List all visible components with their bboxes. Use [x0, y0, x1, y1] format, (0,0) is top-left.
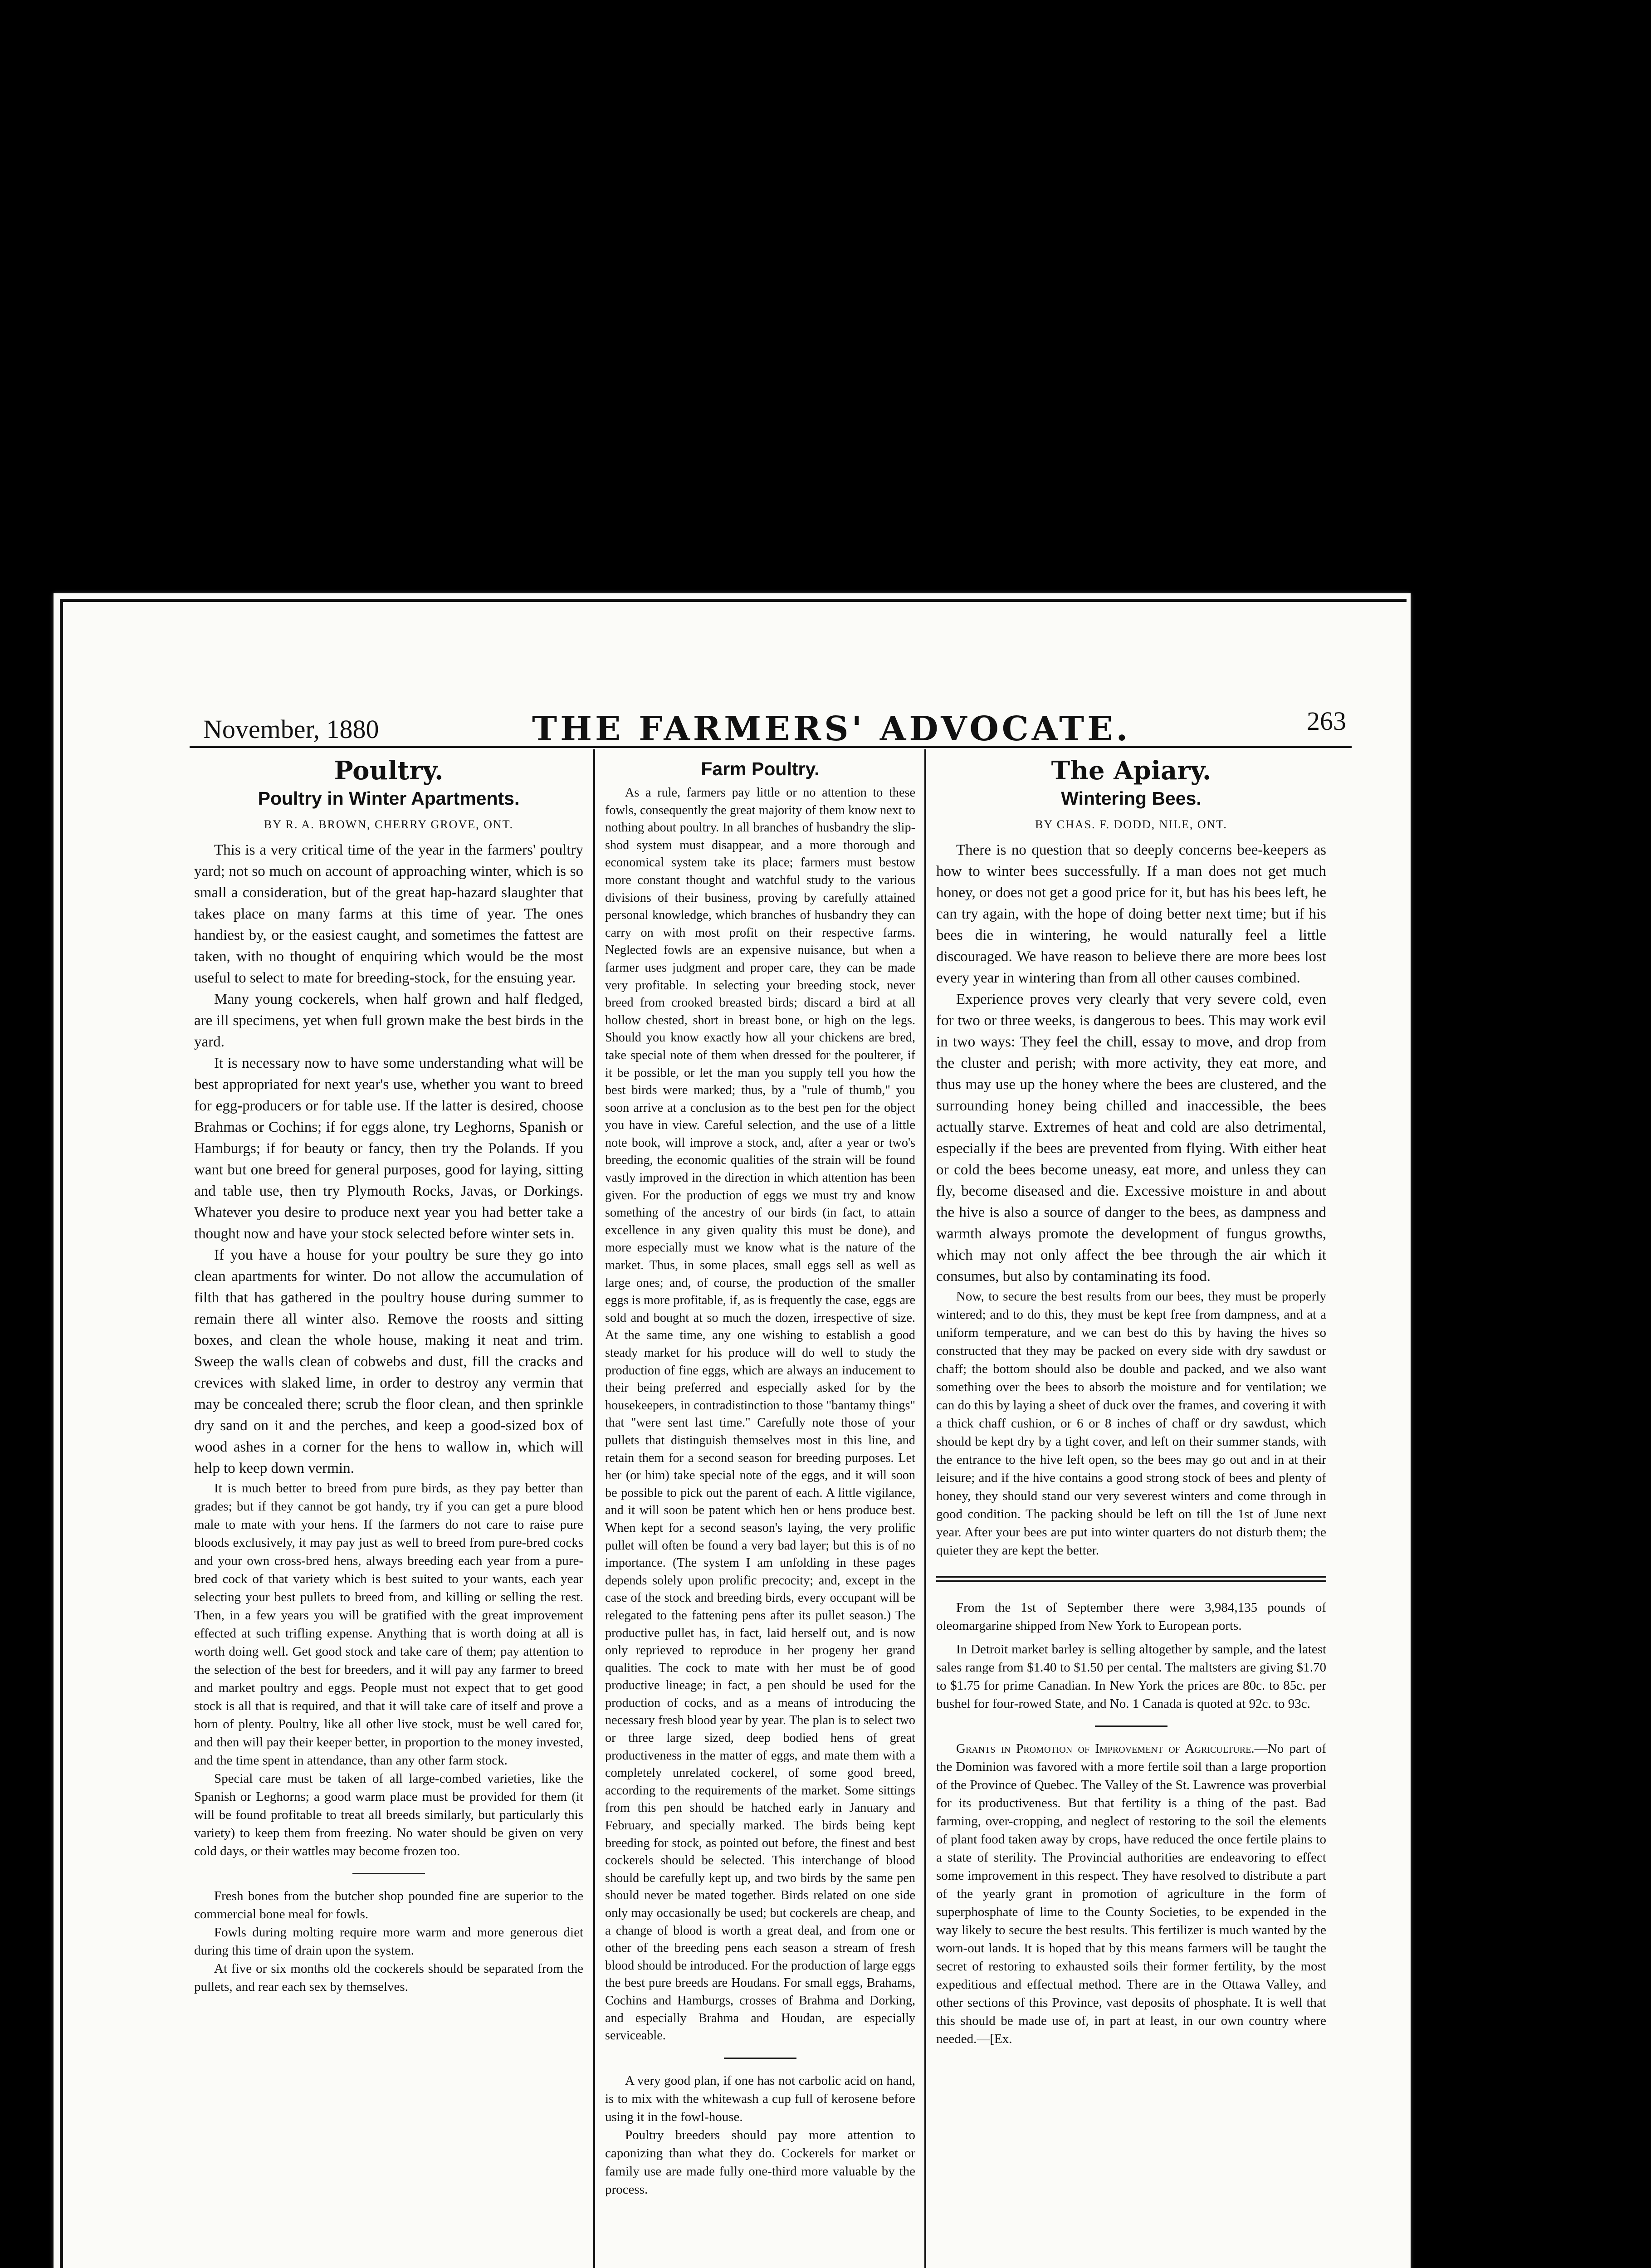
news-item: From the 1st of September there were 3,984,135 pounds of oleomargarine shipped from New York to European ports.	[936, 1600, 1326, 1633]
news-item: In Detroit market barley is selling altogether by sample, and the latest sales range from $1.40 to $1.50 per cental. The maltsters are giving $1.70 to $1.75 for prime Canadian. In New York the prices are 80c. to 85c. per bushel for four-rowed State, and No. 1 Canada is quoted at 92c. to 93c.	[936, 1642, 1326, 1711]
column-poultry	[194, 757, 583, 1996]
note: A very good plan, if one has not carbolic acid on hand, is to mix with the whitewash a cup full of kerosene before using it in the fowl-house.	[605, 2073, 915, 2124]
paragraph: Many young cockerels, when half grown and half fledged, are ill specimens, yet when full grown make the best birds in the yard.	[194, 991, 583, 1050]
note: Fresh bones from the butcher shop pounded fine are superior to the commercial bone meal for fowls.	[194, 1889, 583, 1921]
note: Poultry breeders should pay more attention to caponizing than what they do. Cockerels for market or family use are made fully one-third more valuable by the process.	[605, 2127, 915, 2197]
grants-text: —No part of the Dominion was favored with a more fertile soil than a large proportion of the Province of Quebec. The Valley of the St. Lawrence was proverbial for its productiveness. But that fertility is a thing of the past. Bad farming, over-cropping, and neglect of restoring to the soil the elements of plant food taken away by crops, have reduced the once fertile plains to a state of sterility. The Provincial authorities are endeavoring to effect some improvement in this respect. They have resolved to distribute a part of the yearly grant in promotion of agriculture in the form of superphosphate of lime to the County Societies, to be expended in the way likely to secure the best results. This fertilizer is much wanted by the worn-out lands. It is hoped that by this means farmers will be taught the secret of restoring to exhausted soils their former fertility, by the most expeditious and effectual method. There are in the Ottawa Valley, and other sections of this Province, vast deposits of phosphate. It is well that this should be made use of, in part at least, in our own country where needed.—[Ex.	[936, 1741, 1327, 2046]
paragraph: There is no question that so deeply concerns bee-keepers as how to winter bees successfully. If a man does not get much honey, or does not get a good price for it, but has his bees left, he can try again, with the hope of doing better next time; but if his bees die in wintering, he would naturally feel a little discouraged. We have reason to believe there are more bees lost every year in wintering than from all other causes combined.	[936, 842, 1326, 986]
masthead: THE FARMERS' ADVOCATE.	[532, 709, 1131, 748]
section-rule	[1095, 1725, 1167, 1727]
section-rule	[352, 1873, 425, 1874]
column-apiary	[936, 757, 1326, 2048]
paragraph: Special care must be taken of all large-combed varieties, like the Spanish or Leghorns; a good warm place must be provided for them (it will be found profitable to treat all breeds similarly, but particularly this variety) to keep them from freezing. No water should be given on very cold days, or their wattles may become frozen too.	[194, 1771, 583, 1858]
header-rule	[190, 746, 1352, 748]
issue-date: November, 1880	[203, 714, 379, 744]
note: Fowls during molting require more warm and more generous diet during this time of drain upon the system.	[194, 1925, 583, 1958]
article-headline: Poultry in Winter Apartments.	[258, 788, 520, 809]
paragraph: Experience proves very clearly that very severe cold, even for two or three weeks, is dangerous to bees. This may work evil in two ways: They feel the chill, essay to move, and drop from the cluster and perish; with more activity, they eat more, and thus may use up the honey where the bees are clustered, and the surrounding honey being chilled and inaccessible, the bees actually starve. Extremes of heat and cold are also detrimental, especially if the bees are prevented from flying. With either heat or cold the bees become uneasy, eat more, and unless they can fly, become diseased and die. Excessive moisture in and about the hive is also a source of danger to the bees, as dampness and warmth always promote the development of fungus growths, which may not only affect the bee through the air which it consumes, but also by contaminating its food.	[936, 991, 1326, 1285]
section-rule	[724, 2058, 796, 2059]
note: At five or six months old the cockerels should be separated from the pullets, and rear each sex by themselves.	[194, 1961, 583, 1994]
article-byline: BY CHAS. F. DODD, NILE, ONT.	[1035, 818, 1227, 831]
paragraph: As a rule, farmers pay little or no attention to these fowls, consequently the great majority of them know next to nothing about poultry. In all branches of husbandry the slip-shod system must disappear, and a more thorough and economical system take its place; farmers must bestow more constant thought and watchful study to the various divisions of their business, proving by carefully attained personal knowledge, which branches of husbandry they can carry on with most profit on their respective farms. Neglected fowls are an expensive nuisance, but when a farmer uses judgment and proper care, they can be made very profitable. In selecting your breeding stock, never breed from crooked breasted birds; discard a bird at all hollow chested, short in breast bone, or high on the legs. Should you know exactly how all your chickens are bred, take special note of them when dressed for the poulterer, if it be possible, or let the man you supply tell you how the best birds were marked; thus, by a "rule of thumb," you soon arrive at a conclusion as to the best pen for the object you have in view. Careful selection, and the use of a little note book, will improve a stock, and, after a year or two's breeding, the economic qualities of the strain will be found vastly improved in the direction in which attention has been given. For the production of eggs we must try and know something of the ancestry of our birds (in fact, to attain excellence in any given quality this must be done), and more especially must we know what is the nature of the market. Thus, in some places, small eggs sell as well as large ones; and, of course, the production of the smaller eggs is more profitable, if, as is frequently the case, eggs are sold and bought at so much the dozen, irrespective of size. At the same time, any one wishing to establish a good steady market for his produce will do well to study the production of fine eggs, which are always an inducement to their being preferred and especially asked for by the housekeepers, in contradistinction to those "bantamy things" that "were sent last time." Carefully note those of your pullets that distinguish themselves most in this line, and retain them for a second season for breeding purposes. Let her (or him) take special note of the eggs, and it will soon be possible to pick out the parent of each. A little vigilance, and it will soon be patent which hen or hens produce best. When kept for a second season's laying, the very prolific pullet will often be found a very bad layer; but this is of no importance. (The system I am unfolding in these pages depends solely upon prolific precocity; and, except in the case of the stock and breeding birds, every occupant will be relegated to the fattening pens after its pullet season.) The productive pullet has, in fact, laid herself out, and is now only reprieved to reproduce in her progeny her grand qualities. The cock to mate with her must be of good productive lineage; in fact, a pen should be used for the production of cocks, and as a means of introducing the necessary fresh blood year by year. The plan is to select two or three large sized, deep bodied hens of great productiveness in the matter of eggs, and mate them with a completely unrelated cockerel, of some good breed, according to the requirements of the market. Some sittings from this pen should be hatched early in January and February, and specially marked. The birds being kept breeding for stock, as pointed out before, the finest and best cockerels should be selected. This interchange of blood should be carefully kept up, and two birds by the same pen should never be mated together. Birds related on one side only may occasionally be used; but cockerels are cheap, and a change of blood is worth a great deal, and from one or other of the breeding pens each season a stream of fresh blood should be introduced. For the production of large eggs the best pure breeds are Houdans. For small eggs, Brahams, Cochins and Hamburgs, crosses of Brahma and Dorking, and especially Brahma and Houdan, are especially serviceable.	[605, 786, 915, 2043]
column-divider	[593, 749, 595, 2268]
department-heading: Poultry.	[334, 756, 444, 786]
grants-heading: Grants in Promotion of Improvement of Agriculture.	[956, 1741, 1255, 1756]
page-number: 263	[1307, 706, 1346, 736]
paragraph: This is a very critical time of the year in the farmers' poultry yard; not so much on account of approaching winter, which is so small a consideration, but of the great hap-hazard slaughter that takes place on many farms at this time of year. The ones handiest by, or the easiest caught, and sometimes the fattest are taken, with no thought of enquiring which would be the most useful to select to mate for breeding-stock, for the ensuing year.	[194, 842, 583, 986]
paragraph: It is much better to breed from pure birds, as they pay better than grades; but if they cannot be got handy, try if you can get a pure blood male to mate with your hens. If the farmers do not care to raise pure bloods exclusively, it may pay just as well to breed from pure-bred cocks and your own cross-bred hens, always breeding each year from a pure-bred cock of that variety which is best suited to your wants, each year selecting your best pullets to breed from, and killing or selling the rest. Then, in a few years you will be gratified with the great improvement effected at such trifling expense. Anything that is worth doing at all is worth doing well. Get good stock and take care of them; pay attention to the selection of the best for breeders, and it will pay any farmer to breed and market poultry and eggs. People must not expect that to get good stock is all that is required, and that it will take care of itself and prove a horn of plenty. Poultry, like all other live stock, must be well cared for, and then will pay their keeper better, in proportion to the money invested, and the time spent in attendance, than any other farm stock.	[194, 1481, 583, 1768]
newspaper-page	[54, 593, 1411, 2268]
grants-item	[936, 1740, 1326, 2048]
article-byline: BY R. A. BROWN, CHERRY GROVE, ONT.	[264, 818, 514, 831]
column-divider	[924, 749, 926, 2268]
column-farm-poultry	[605, 757, 915, 2199]
paragraph: It is necessary now to have some understanding what will be best appropriated for next year's use, whether you want to breed for egg-producers or for table use. If the latter is desired, choose Brahmas or Cochins; if for eggs alone, try Leghorns, Spanish or Hamburgs; if for beauty or fancy, then try the Polands. If you want but one breed for general purposes, good for laying, sitting and table use, then try Plymouth Rocks, Javas, or Dorkings. Whatever you desire to produce next year you had better take a thought now and have your stock selected before winter sets in.	[194, 1055, 583, 1242]
department-heading: The Apiary.	[1051, 756, 1211, 786]
article-headline: Farm Poultry.	[701, 758, 820, 779]
page-header	[203, 706, 1346, 748]
paragraph: If you have a house for your poultry be sure they go into clean apartments for winter. Do not allow the accumulation of filth that has gathered in the poultry house during summer to remain there all winter also. Remove the roosts and sitting boxes, and clean the whole house, making it neat and trim. Sweep the walls clean of cobwebs and dust, fill the cracks and crevices with slaked lime, in order to destroy any vermin that may be concealed there; scrub the floor clean, and then sprinkle dry sand on it and the perches, and keep a good-sized box of wood ashes in a corner for the hens to wallow in, which will help to keep down vermin.	[194, 1247, 583, 1476]
paragraph: Now, to secure the best results from our bees, they must be properly wintered; and to do this, they must be kept free from dampness, and at a uniform temperature, and we can best do this by having the hives so constructed that they may be packed on every side with dry sawdust or chaff; the bottom should also be double and packed, and we also want something over the bees to absorb the moisture and for ventilation; we can do this by laying a sheet of duck over the frames, and covering it with a thick chaff cushion, or 6 or 8 inches of chaff or dry sawdust, which should be kept dry by a tight cover, and left on their summer stands, with the entrance to the hive left open, so the bees may go out and in at their leisure; and if the hive contains a good strong stock of bees and plenty of honey, they should stand our very severest winters and come through in good condition. The packing should be left on till the 1st of June next year. After your bees are put into winter quarters do not disturb them; the quieter they are kept the better.	[936, 1289, 1326, 1558]
article-headline: Wintering Bees.	[1061, 788, 1202, 809]
section-double-rule	[936, 1576, 1326, 1582]
